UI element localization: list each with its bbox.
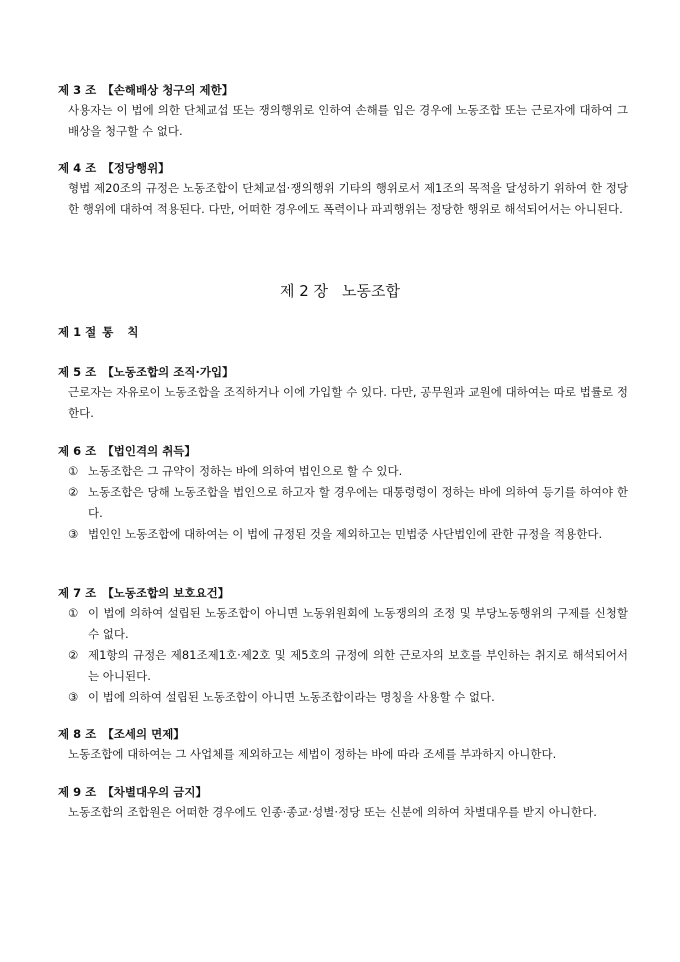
article-6-item [58, 461, 628, 482]
article-6-item [58, 524, 628, 545]
item-text: 제1항의 규정은 제81조제1호·제2호 및 제5호의 규정에 의한 근로자의 보호를 부인하는 취지로 해석되어서는 아니된다. [88, 648, 628, 683]
article-5 [58, 362, 628, 424]
section-number: 제 1 절 [58, 325, 97, 339]
item-number: ① [68, 606, 79, 620]
article-3-heading: 【손해배상 청구의 제한】 [102, 83, 234, 97]
article-3-title-line [58, 80, 628, 100]
article-4-body: 형법 제20조의 규정은 노동조합이 단체교섭·쟁의행위 기타의 행위로서 제1조의 목적을 달성하기 위하여 한 정당한 행위에 대하여 적용된다. 다만, 어떠한 경우에도 폭력이나 파괴행위는 정당한 행위로 해석되어서는 아니된다. [68, 181, 628, 216]
article-4-title-line [58, 158, 628, 178]
chapter-heading [0, 280, 680, 302]
article-7-item [58, 687, 628, 708]
article-6-title-line [58, 441, 628, 461]
article-7 [58, 583, 628, 708]
article-3 [58, 80, 628, 142]
article-9-title-line [58, 782, 628, 802]
article-6-heading: 【법인격의 취득】 [102, 444, 196, 458]
article-7-number: 제 7 조 [58, 586, 97, 600]
article-5-heading: 【노동조합의 조직·가입】 [102, 365, 234, 379]
section-name: 통 칙 [102, 325, 139, 339]
chapter-number: 제 2 장 [279, 282, 329, 300]
article-4 [58, 158, 628, 220]
item-number: ③ [68, 690, 79, 704]
item-text: 이 법에 의하여 설립된 노동조합이 아니면 노동조합이라는 명칭을 사용할 수 없다. [88, 690, 495, 704]
article-7-heading: 【노동조합의 보호요건】 [102, 586, 230, 600]
article-7-title-line [58, 583, 628, 603]
article-8-heading: 【조세의 면제】 [102, 727, 185, 741]
section-heading [58, 322, 138, 342]
item-text: 노동조합은 그 규약이 정하는 바에 의하여 법인으로 할 수 있다. [88, 464, 403, 478]
article-5-number: 제 5 조 [58, 365, 97, 379]
item-text: 이 법에 의하여 설립된 노동조합이 아니면 노동위원회에 노동쟁의의 조정 및 부당노동행위의 구제를 신청할 수 없다. [88, 606, 628, 641]
article-9-heading: 【차별대우의 금지】 [102, 785, 208, 799]
article-9 [58, 782, 628, 823]
article-9-number: 제 9 조 [58, 785, 97, 799]
item-number: ② [68, 485, 79, 499]
article-4-number: 제 4 조 [58, 161, 97, 175]
article-8-number: 제 8 조 [58, 727, 97, 741]
article-6-number: 제 6 조 [58, 444, 97, 458]
article-7-item [58, 645, 628, 687]
article-8 [58, 724, 628, 765]
article-9-body: 노동조합의 조합원은 어떠한 경우에도 인종·종교·성별·정당 또는 신분에 의하여 차별대우를 받지 아니한다. [68, 805, 597, 819]
article-3-body: 사용자는 이 법에 의한 단체교섭 또는 쟁의행위로 인하여 손해를 입은 경우에 노동조합 또는 근로자에 대하여 그 배상을 청구할 수 없다. [68, 103, 628, 138]
article-5-body: 근로자는 자유로이 노동조합을 조직하거나 이에 가입할 수 있다. 다만, 공무원과 교원에 대하여는 따로 법률로 정한다. [68, 385, 628, 420]
item-number: ② [68, 648, 79, 662]
item-text: 노동조합은 당해 노동조합을 법인으로 하고자 할 경우에는 대통령령이 정하는 바에 의하여 등기를 하여야 한다. [88, 485, 628, 520]
item-text: 법인인 노동조합에 대하여는 이 법에 규정된 것을 제외하고는 민법중 사단법인에 관한 규정을 적용한다. [88, 527, 603, 541]
item-number: ③ [68, 527, 79, 541]
article-3-number: 제 3 조 [58, 83, 97, 97]
article-6 [58, 441, 628, 545]
article-7-item [58, 603, 628, 645]
article-6-item [58, 482, 628, 524]
article-8-title-line [58, 724, 628, 744]
item-number: ① [68, 464, 79, 478]
chapter-name: 노동조합 [342, 282, 401, 300]
article-5-title-line [58, 362, 628, 382]
article-8-body: 노동조합에 대하여는 그 사업체를 제외하고는 세법이 정하는 바에 따라 조세를 부과하지 아니한다. [68, 747, 557, 761]
article-4-heading: 【정당행위】 [102, 161, 170, 175]
